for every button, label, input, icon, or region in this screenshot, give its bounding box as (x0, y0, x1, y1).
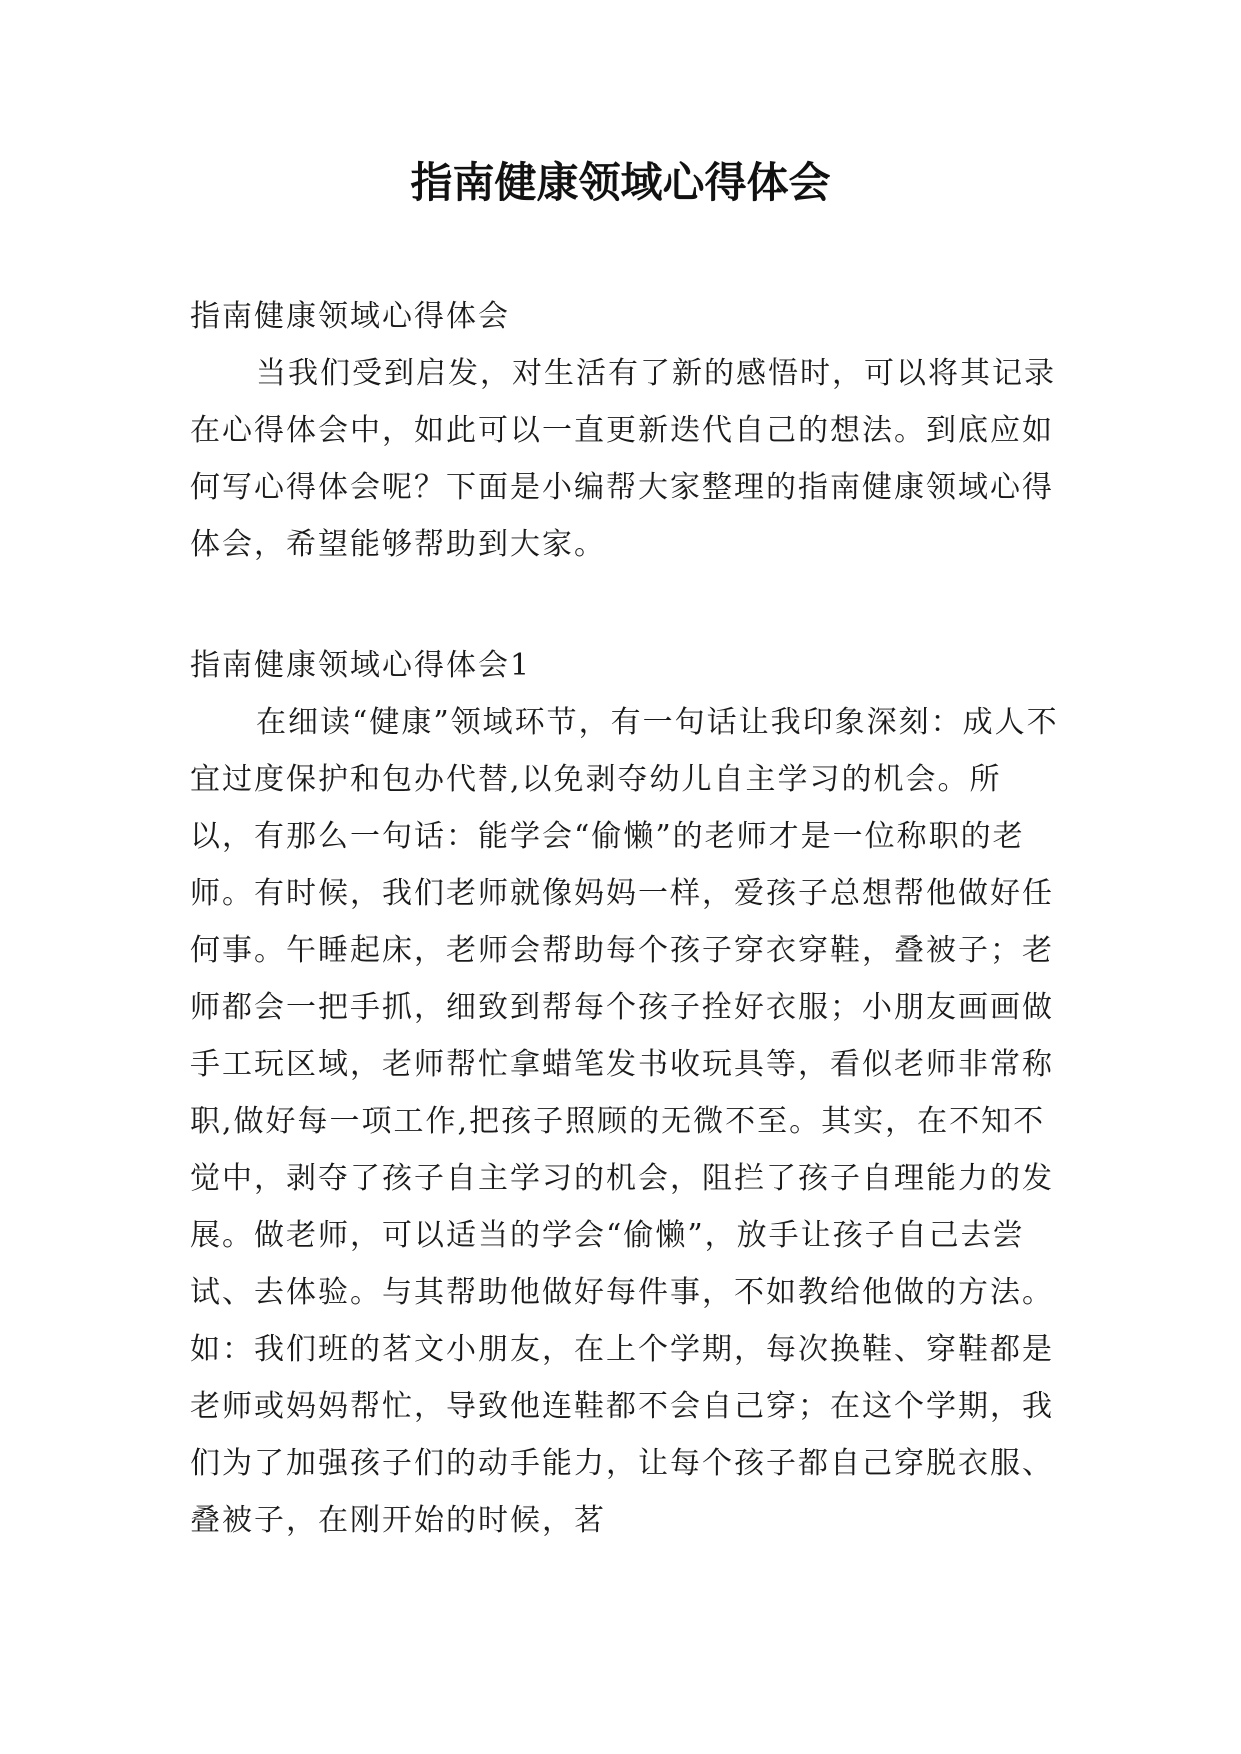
document-title: 指南健康领域心得体会 (410, 158, 831, 207)
document-subtitle: 指南健康领域心得体会 (190, 299, 510, 334)
section-heading: 指南健康领域心得体会1 (190, 648, 532, 683)
intro-paragraph: 当我们受到启发，对生活有了新的感悟时，可以将其记录在心得体会中，如此可以一直更新迭代自己的想法。到底应如何写心得体会呢？下面是小编帮大家整理的指南健康领域心得体会，希望能够帮助到大家。 (190, 356, 1056, 562)
section-paragraph: 在细读“健康”领域环节，有一句话让我印象深刻：成人不宜过度保护和包办代替,以免剥夺幼儿自主学习的机会。所以，有那么一句话：能学会“偷懒”的老师才是一位称职的老师。有时候，我们老师就像妈妈一样，爱孩子总想帮他做好任何事。午睡起床，老师会帮助每个孩子穿衣穿鞋，叠被子；老师都会一把手抓，细致到帮每个孩子拴好衣服；小朋友画画做手工玩区域，老师帮忙拿蜡笔发书收玩具等，看似老师非常称职,做好每一项工作,把孩子照顾的无微不至。其实，在不知不觉中，剥夺了孩子自主学习的机会，阻拦了孩子自理能力的发展。做老师，可以适当的学会“偷懒”，放手让孩子自己去尝试、去体验。与其帮助他做好每件事，不如教给他做的方法。如：我们班的茗文小朋友，在上个学期，每次换鞋、穿鞋都是老师或妈妈帮忙，导致他连鞋都不会自己穿；在这个学期，我们为了加强孩子们的动手能力，让每个孩子都自己穿脱衣服、叠被子，在刚开始的时候，茗 (190, 705, 1059, 1538)
